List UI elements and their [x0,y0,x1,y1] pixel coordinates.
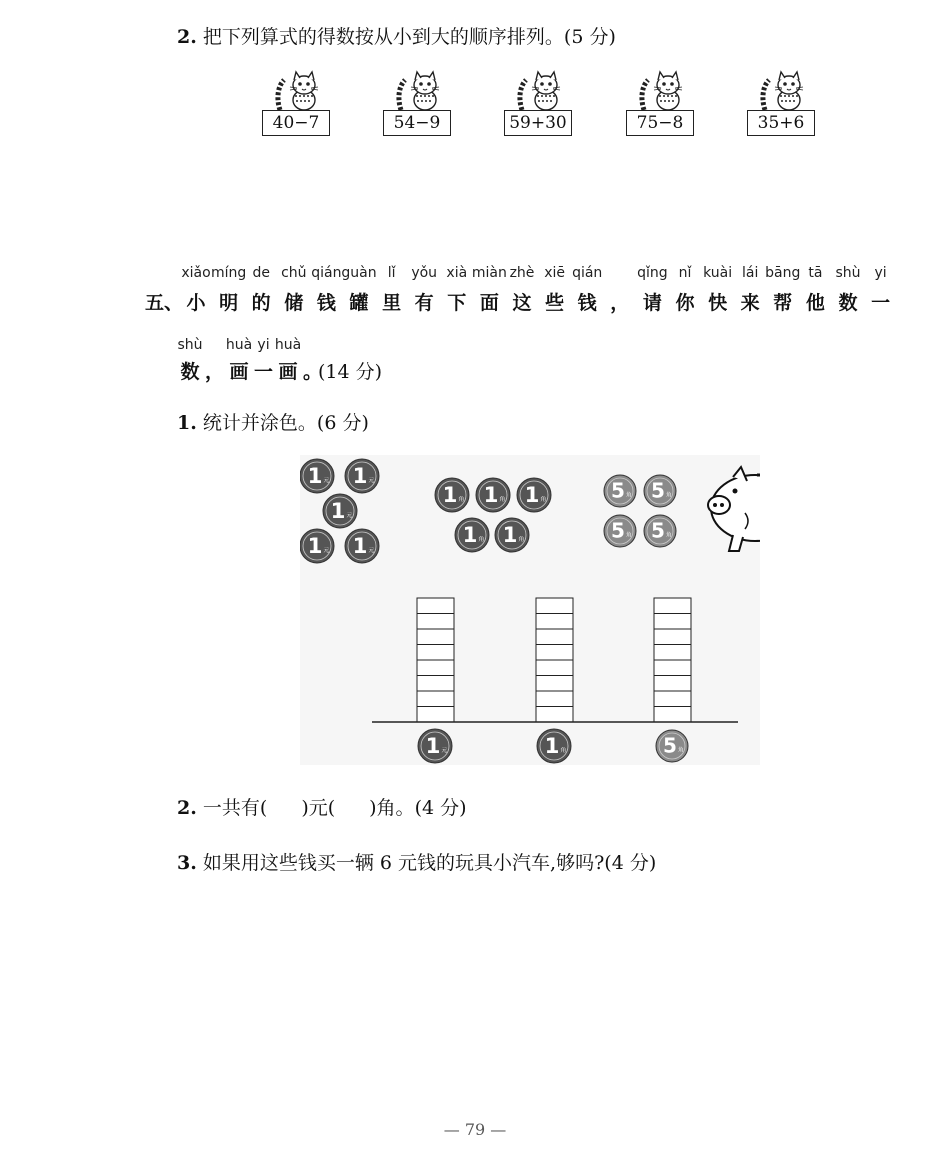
grid-cell [417,645,454,661]
heading-char: 钱 [577,292,597,314]
pinyin: shù [835,265,861,281]
coin-figure [300,455,760,765]
coin-value: 1 [352,464,368,490]
question-text: 把下列算式的得数按从小到大的顺序排列。 [202,26,564,48]
coin-value: 5 [651,518,665,543]
cat-icon [274,70,322,112]
pinyin: qián [572,265,603,281]
question-score: (4 分) [604,852,657,874]
coin-unit: 元 [368,546,375,554]
grid-cell [654,598,691,614]
coin-unit: 角 [665,532,672,539]
coin-value: 1 [330,499,346,525]
heading-char: 小 [186,292,206,314]
coin-value: 1 [524,483,540,509]
pinyin: lǐ [387,265,396,281]
pinyin: huà [225,337,253,353]
coin-value: 1 [307,534,323,560]
heading-char: 数 [838,292,858,314]
coin-value: 1 [502,523,518,549]
expression-box: 54−9 [383,110,451,136]
section-5-heading-line-2 [0,357,950,381]
cat-icon [395,70,443,112]
section-5-prefix: 五、 [145,292,184,314]
grid-cell [417,629,454,645]
heading-char: 请 [642,292,662,314]
question-2-sort [177,22,616,49]
heading-char: 这 [512,292,532,314]
pinyin: kuài [703,265,733,281]
pinyin: huà [274,337,302,353]
grid-cell [417,691,454,707]
question-3-enough [177,848,656,875]
coin-value: 5 [611,478,625,503]
coin-unit: 元 [346,511,353,519]
grid-cell [536,645,573,661]
coin-value: 1 [307,464,323,490]
coin-unit: 角 [499,495,506,503]
pinyin: nǐ [678,265,692,281]
question-score: (5 分) [563,26,616,48]
grid-cell [536,598,573,614]
pinyin: shù [177,337,203,353]
pinyin: míng [210,265,247,281]
heading-char: ， [610,292,630,314]
pinyin: chǔ [281,265,307,281]
coin-value: 1 [442,483,458,509]
cat-expression-card [626,70,696,140]
heading-char: 你 [675,292,695,314]
cat-expression-row [0,70,950,140]
heading-char: 一 [871,292,891,314]
question-text: 统计并涂色。 [202,412,317,434]
answer-text-2: )元( [301,797,336,819]
cat-icon [516,70,564,112]
coin-unit: 角 [458,495,465,503]
heading-char: 快 [708,292,728,314]
cat-expression-card [747,70,817,140]
question-number: 3. [177,852,197,874]
question-number: 2. [177,26,197,48]
coin-unit: 角 [518,535,525,543]
section-5-pinyin-line-1 [0,265,950,283]
coin-value: 5 [651,478,665,503]
pinyin: lái [742,265,759,281]
question-2-total [177,793,467,820]
coin-unit: 角 [665,492,672,499]
grid-cell [536,614,573,630]
coin-value: 5 [611,518,625,543]
coin-unit: 角 [478,535,485,543]
heading-char: 罐 [349,292,369,314]
cat-icon [638,70,686,112]
pinyin: xiǎo [181,265,211,281]
piggy-bank-icon [708,467,760,551]
coin-unit: 角 [540,495,547,503]
heading-char: 明 [219,292,239,314]
grid-cell [536,629,573,645]
grid-cell [417,676,454,692]
pinyin: guàn [341,265,377,281]
grid-cell [654,614,691,630]
cat-expression-card [262,70,332,140]
answer-text-1: 一共有( [202,797,268,819]
pinyin: qǐng [637,265,668,281]
heading-char: 画 [229,361,249,383]
pinyin: de [252,265,270,281]
grid-cell [536,660,573,676]
pinyin: qián [311,265,342,281]
heading-char: 下 [447,292,467,314]
grid-cell [654,629,691,645]
pinyin: zhè [509,265,535,281]
pinyin: xià [446,265,468,281]
coin-value: 1 [425,734,441,760]
heading-char: 一 [253,361,273,383]
heading-char: 些 [545,292,565,314]
question-number: 1. [177,412,197,434]
coin-unit: 元 [368,476,375,484]
section-5-score: (14 分) [318,361,383,383]
answer-text-3: )角。 [369,797,415,819]
pinyin: yi [257,337,270,353]
coin-value: 1 [483,483,499,509]
grid-cell [417,660,454,676]
expression-box: 40−7 [262,110,330,136]
pinyin: xiē [544,265,565,281]
coin-unit: 元 [323,546,330,554]
pinyin: yi [874,265,887,281]
grid-cell [536,707,573,723]
heading-char: 他 [805,292,825,314]
coin-value: 1 [462,523,478,549]
grid-cell [536,676,573,692]
heading-char: 数 [180,361,200,383]
coin-unit: 元 [441,746,448,754]
heading-char: 钱 [316,292,336,314]
pinyin: tā [808,265,823,281]
section-5-pinyin-line-2 [0,337,950,355]
grid-cell [417,598,454,614]
grid-cell [654,676,691,692]
grid-cell [417,707,454,723]
cat-expression-card [383,70,453,140]
question-number: 2. [177,797,197,819]
coin-unit: 元 [323,476,330,484]
heading-char: 帮 [773,292,793,314]
coin-unit: 角 [677,747,684,754]
heading-char: 储 [284,292,304,314]
question-1-stats [177,408,369,435]
grid-cell [654,691,691,707]
expression-box: 59+30 [504,110,572,136]
heading-char: 。 [302,361,322,383]
pinyin: yǒu [411,265,438,281]
heading-char: 面 [479,292,499,314]
heading-char: ， [204,361,224,383]
heading-char: 里 [382,292,402,314]
section-5-heading-line-1 [0,288,950,312]
cat-expression-card [504,70,574,140]
pinyin: miàn [471,265,507,281]
grid-cell [654,660,691,676]
page-number: — 79 — [443,1120,507,1139]
pinyin: bāng [765,265,801,281]
question-score: (4 分) [414,797,467,819]
expression-box: 75−8 [626,110,694,136]
coin-value: 1 [544,734,560,760]
coin-unit: 角 [625,532,632,539]
expression-box: 35+6 [747,110,815,136]
coin-chart-svg [300,455,760,765]
cat-icon [759,70,807,112]
grid-cell [417,614,454,630]
grid-cell [654,645,691,661]
question-text: 如果用这些钱买一辆 6 元钱的玩具小汽车,够吗? [202,852,605,874]
heading-char: 的 [251,292,271,314]
coin-value: 5 [663,733,677,758]
heading-char: 画 [278,361,298,383]
heading-char: 有 [414,292,434,314]
coin-unit: 角 [560,746,567,754]
grid-cell [536,691,573,707]
coin-unit: 角 [625,492,632,499]
heading-char: 来 [740,292,760,314]
grid-cell [654,707,691,723]
question-score: (6 分) [316,412,369,434]
coin-value: 1 [352,534,368,560]
